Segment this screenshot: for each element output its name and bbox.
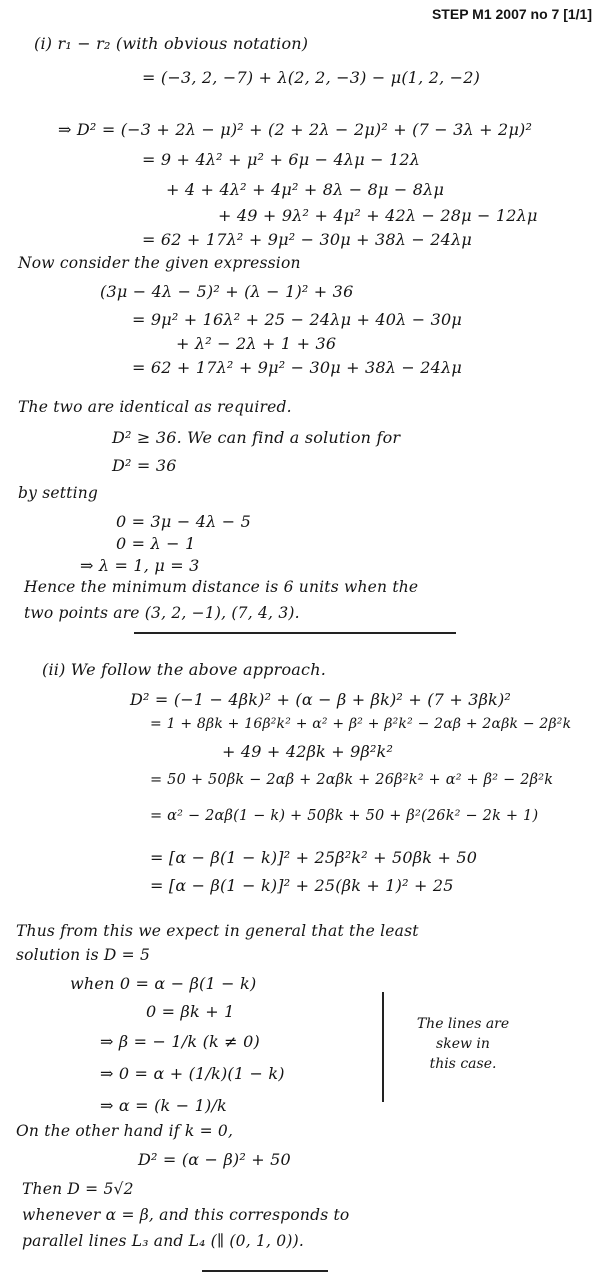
part2-line-11: when 0 = α − β(1 − k) <box>70 974 257 993</box>
part1-line-17: 0 = 3μ − 4λ − 5 <box>116 512 251 531</box>
part2-line-14: ⇒ 0 = α + (1/k)(1 − k) <box>100 1064 285 1083</box>
part1-line-7: = 62 + 17λ² + 9μ² − 30μ + 38λ − 24λμ <box>142 230 473 249</box>
part2-line-18: Then D = 5√2 <box>22 1180 134 1198</box>
part2-line-20: parallel lines L₃ and L₄ (∥ (0, 1, 0)). <box>22 1232 304 1250</box>
part2-line-17: D² = (α − β)² + 50 <box>138 1150 291 1169</box>
part2-line-13: ⇒ β = − 1/k (k ≠ 0) <box>100 1032 260 1051</box>
part1-line-8: Now consider the given expression <box>18 254 301 272</box>
part2-line-9: Thus from this we expect in general that the least <box>16 922 419 940</box>
part1-line-6: + 49 + 9λ² + 4μ² + 42λ − 28μ − 12λμ <box>218 206 538 225</box>
part1-line-16: by setting <box>18 484 99 502</box>
side-note-line-1: The lines are <box>416 1016 510 1032</box>
part2-line-8: = [α − β(1 − k)]² + 25(βk + 1)² + 25 <box>150 876 454 895</box>
part2-line-5: = 50 + 50βk − 2αβ + 2αβk + 26β²k² + α² + β² − 2β²k <box>150 772 554 788</box>
side-note-line-3: this case. <box>429 1056 497 1072</box>
part1-line-1: (i) r₁ − r₂ (with obvious notation) <box>34 34 309 53</box>
part1-line-10: = 9μ² + 16λ² + 25 − 24λμ + 40λ − 30μ <box>132 310 463 329</box>
part2-line-16: On the other hand if k = 0, <box>16 1122 234 1140</box>
part1-line-2: = (−3, 2, −7) + λ(2, 2, −3) − μ(1, 2, −2) <box>142 68 481 87</box>
part2-line-3: = 1 + 8βk + 16β²k² + α² + β² + β²k² − 2αβ + 2αβk − 2β²k <box>150 716 572 732</box>
part2-line-15: ⇒ α = (k − 1)/k <box>100 1096 227 1115</box>
part1-line-3: ⇒ D² = (−3 + 2λ − μ)² + (2 + 2λ − 2μ)² + (7 − 3λ + 2μ)² <box>58 120 533 139</box>
part1-line-19: ⇒ λ = 1, μ = 3 <box>80 556 200 575</box>
side-note <box>398 1014 528 1074</box>
part1-line-20: Hence the minimum distance is 6 units when the <box>24 578 419 596</box>
part1-line-18: 0 = λ − 1 <box>116 534 196 553</box>
part2-line-4: + 49 + 42βk + 9β²k² <box>222 742 394 761</box>
page-title: STEP M1 2007 no 7 [1/1] <box>431 6 592 22</box>
side-note-divider <box>382 992 384 1102</box>
part2-line-1: (ii) We follow the above approach. <box>42 660 326 679</box>
part1-line-12: = 62 + 17λ² + 9μ² − 30μ + 38λ − 24λμ <box>132 358 463 377</box>
part1-line-13: The two are identical as required. <box>18 398 292 416</box>
part2-line-6: = α² − 2αβ(1 − k) + 50βk + 50 + β²(26k² − 2k + 1) <box>150 808 539 824</box>
part1-line-4: = 9 + 4λ² + μ² + 6μ − 4λμ − 12λ <box>142 150 421 169</box>
part2-line-10: solution is D = 5 <box>16 946 151 964</box>
part2-line-12: 0 = βk + 1 <box>146 1002 235 1021</box>
end-divider <box>202 1270 328 1272</box>
part1-line-11: + λ² − 2λ + 1 + 36 <box>176 334 337 353</box>
part2-line-2: D² = (−1 − 4βk)² + (α − β + βk)² + (7 + 3βk)² <box>130 690 511 709</box>
side-note-line-2: skew in <box>436 1036 490 1052</box>
part1-line-21: two points are (3, 2, −1), (7, 4, 3). <box>24 604 300 622</box>
part2-line-7: = [α − β(1 − k)]² + 25β²k² + 50βk + 50 <box>150 848 478 867</box>
part1-line-14: D² ≥ 36. We can find a solution for <box>112 428 401 447</box>
section-divider <box>134 632 456 634</box>
part2-line-19: whenever α = β, and this corresponds to <box>22 1206 350 1224</box>
part1-line-5: + 4 + 4λ² + 4μ² + 8λ − 8μ − 8λμ <box>166 180 445 199</box>
part1-line-9: (3μ − 4λ − 5)² + (λ − 1)² + 36 <box>100 282 354 301</box>
part1-line-15: D² = 36 <box>112 456 177 475</box>
